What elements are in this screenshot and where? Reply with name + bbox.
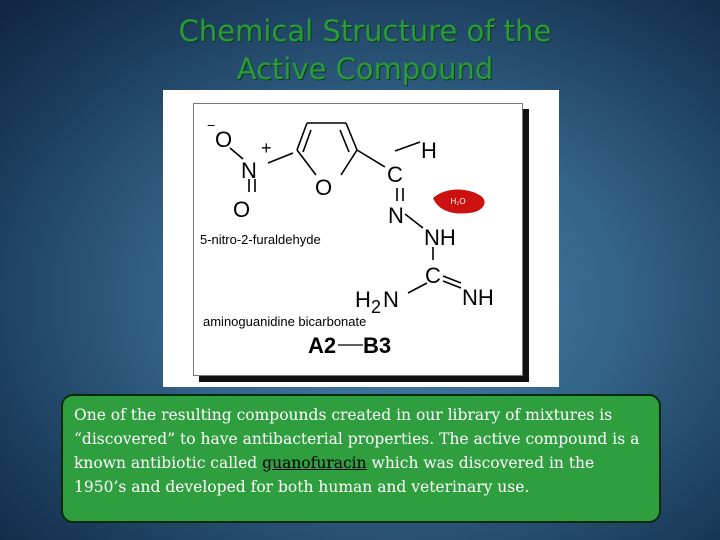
well-label-b: B3 bbox=[363, 333, 392, 358]
bond-ring-c bbox=[357, 150, 385, 167]
atom-n-imine: N bbox=[388, 203, 404, 228]
atom-o-top: O bbox=[215, 127, 233, 152]
atom-c-aldehyde: C bbox=[387, 162, 403, 187]
bond-n-ring bbox=[268, 153, 293, 163]
structure-diagram bbox=[163, 90, 559, 387]
description-text-1: One of the resulting compounds created in our library of mixtures is “discovered” to have antibacterial properties. The active compound is a known antibiotic called bbox=[74, 406, 640, 472]
atom-h2n-h: H bbox=[355, 287, 371, 312]
ring-bond-1-inner bbox=[303, 130, 311, 152]
atom-h2n-2: 2 bbox=[371, 297, 382, 317]
ring-bond-3-inner bbox=[340, 130, 349, 152]
bond-c-h bbox=[395, 142, 420, 151]
atoms bbox=[207, 117, 494, 317]
atom-nh-right: NH bbox=[462, 285, 494, 310]
well-label-a: A2 bbox=[308, 333, 337, 358]
ring-bond-3 bbox=[346, 123, 357, 150]
plus-charge: + bbox=[261, 138, 272, 158]
reagent-label-2: aminoguanidine bicarbonate bbox=[203, 314, 367, 329]
atom-h2n-n: N bbox=[383, 287, 399, 312]
atom-o-bottom: O bbox=[233, 197, 251, 222]
bond-n-nh bbox=[405, 214, 423, 228]
atom-c-guan: C bbox=[425, 263, 441, 288]
guanofuracin-link[interactable]: guanofuracin bbox=[262, 454, 367, 472]
ring-bond-5 bbox=[341, 150, 357, 175]
reagent-label-1: 5-nitro-2-furaldehyde bbox=[200, 232, 321, 247]
structure-figure bbox=[163, 90, 559, 387]
water-label: H₂O bbox=[450, 197, 466, 206]
atom-n-nitro: N bbox=[241, 158, 257, 183]
description-box bbox=[61, 394, 661, 523]
title-line-1: Chemical Structure of the bbox=[178, 14, 552, 48]
description-text-2: which was discovered in the 1950’s and developed for both human and veterinary use. bbox=[74, 454, 595, 496]
atom-o-ring: O bbox=[315, 175, 333, 200]
atom-h-aldehyde: H bbox=[421, 138, 437, 163]
o-minus-charge: − bbox=[207, 117, 216, 133]
atom-nh: NH bbox=[424, 225, 456, 250]
title-line-2: Active Compound bbox=[236, 52, 494, 86]
ring-bond-4 bbox=[297, 150, 316, 175]
slide-title bbox=[0, 12, 720, 88]
